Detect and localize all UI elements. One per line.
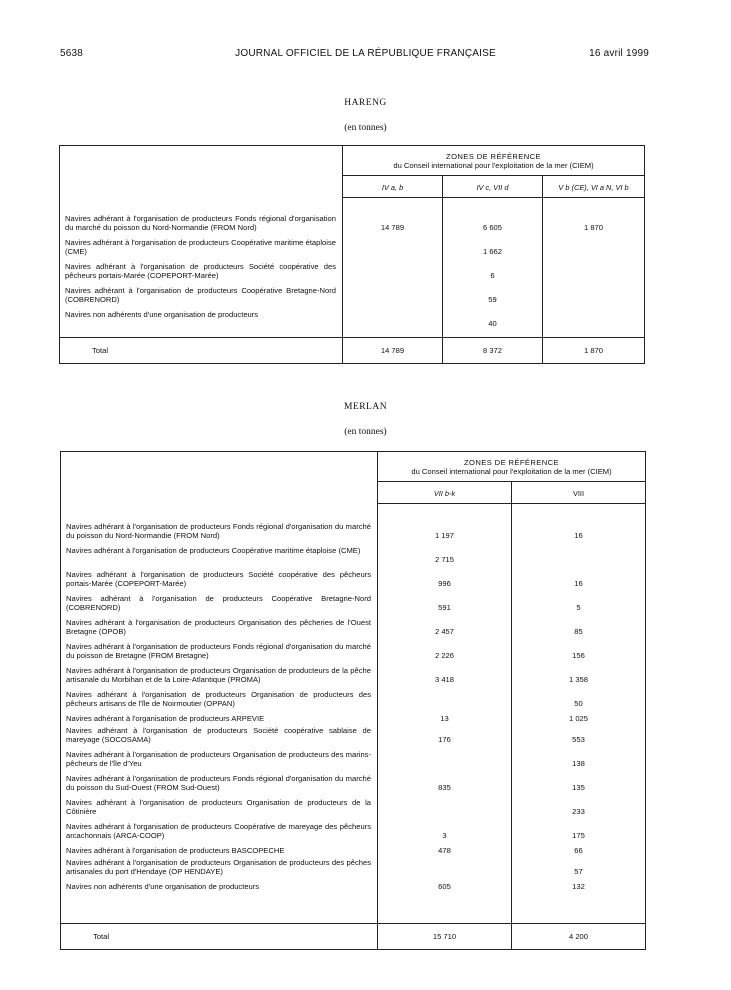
merlan-title: MERLAN bbox=[343, 402, 388, 412]
table-cell: 996 bbox=[438, 579, 451, 588]
table-cell: 1 025 bbox=[569, 714, 589, 723]
table-cell: 1 662 bbox=[482, 247, 502, 256]
table-cell: 16 bbox=[574, 579, 583, 588]
column-header: VIII bbox=[512, 482, 646, 504]
table-cell: 135 bbox=[572, 783, 585, 792]
table-cell bbox=[543, 271, 644, 295]
total-cell: 15 710 bbox=[432, 932, 457, 941]
table-row-label: Navires adhérant à l'organisation de producteurs Société coopérative des pêcheurs portais-Marée (COPEPORT-Marée) bbox=[65, 261, 336, 280]
column-header: IV c, VII d bbox=[443, 176, 543, 198]
table-row-label: Navires adhérant à l'organisation de producteurs Société coopérative des pêcheurs portais-Marée (COPEPORT-Marée) bbox=[66, 569, 371, 588]
table-row-label: Navires adhérant à l'organisation de producteurs BASCOPECHE bbox=[66, 845, 285, 855]
hareng-header-blank bbox=[60, 146, 343, 198]
table-cell bbox=[378, 807, 511, 831]
column-header: IV a, b bbox=[343, 176, 443, 198]
hareng-title: HARENG bbox=[344, 98, 387, 108]
total-cell: 14 789 bbox=[380, 346, 405, 355]
table-cell bbox=[543, 247, 644, 271]
hareng-unit: (en tonnes) bbox=[344, 123, 387, 133]
merlan-table bbox=[60, 451, 646, 950]
table-row-label: Navires adhérant à l'organisation de producteurs Fonds régional d'organisation du marché du poisson du Sud-Ouest (FROM Sud-Ouest) bbox=[66, 773, 371, 792]
table-cell bbox=[543, 295, 644, 319]
table-row-label: Navires adhérant à l'organisation de producteurs Organisation des pêcheries de l'Ouest Bretagne (OPOB) bbox=[66, 617, 371, 636]
table-row-label: Navires adhérant à l'organisation de producteurs Société coopérative sablaise de mareyage (SOCOSAMA) bbox=[66, 725, 371, 744]
zone-header-subtitle: du Conseil international pour l'exploitation de la mer (CIEM) bbox=[393, 161, 594, 170]
hareng-col2-values bbox=[443, 198, 543, 338]
table-cell: 2 457 bbox=[434, 627, 454, 636]
table-cell: 605 bbox=[438, 882, 451, 891]
hareng-zone-header bbox=[343, 146, 645, 176]
table-cell: 176 bbox=[438, 735, 451, 744]
table-cell: 2 226 bbox=[434, 651, 454, 660]
total-cell: 4 200 bbox=[569, 932, 589, 941]
table-cell bbox=[343, 319, 442, 331]
merlan-total-row bbox=[61, 924, 646, 950]
table-cell: 66 bbox=[574, 846, 583, 855]
zone-header-title: ZONES DE RÉFÉRENCE bbox=[446, 152, 541, 161]
table-cell: 50 bbox=[574, 699, 583, 708]
table-cell bbox=[543, 319, 644, 331]
table-row-label: Navires adhérant à l'organisation de producteurs Coopérative Bretagne-Nord (COBRENORD) bbox=[65, 285, 336, 304]
table-cell: 5 bbox=[576, 603, 581, 612]
table-cell: 6 605 bbox=[482, 223, 502, 232]
hareng-table bbox=[59, 145, 645, 364]
table-row-label: Navires adhérant à l'organisation de producteurs Organisation de producteurs de la pêche artisanale du Morbihan et de la Loire-Atlantique (PROMA) bbox=[66, 665, 371, 684]
table-cell: 175 bbox=[572, 831, 585, 840]
column-header: V b (CE), VI a N, VI b bbox=[543, 176, 645, 198]
table-cell bbox=[343, 295, 442, 319]
table-row-label: Navires adhérant à l'organisation de producteurs Fonds régional d'organisation du marché du poisson du Nord-Normandie (FROM Nord) bbox=[65, 213, 336, 232]
page-number: 5638 bbox=[60, 48, 84, 59]
table-row-label: Navires adhérant à l'organisation de producteurs ARPEVIE bbox=[66, 713, 265, 723]
table-cell: 553 bbox=[572, 735, 585, 744]
hareng-col3-values bbox=[543, 198, 645, 338]
table-row-label: Navires adhérant à l'organisation de producteurs Coopérative de mareyage des pêcheurs arcachonnais (ARCA-COOP) bbox=[66, 821, 371, 840]
journal-title: JOURNAL OFFICIEL DE LA RÉPUBLIQUE FRANÇAISE bbox=[235, 48, 496, 59]
merlan-unit: (en tonnes) bbox=[344, 427, 387, 437]
table-cell: 85 bbox=[574, 627, 583, 636]
table-row-label: Navires adhérant à l'organisation de producteurs Coopérative Bretagne-Nord (COBRENORD) bbox=[66, 593, 371, 612]
table-row-label: Navires adhérant à l'organisation de producteurs Fonds régional d'organisation du marché du poisson du Nord-Normandie (FROM Nord) bbox=[66, 521, 371, 540]
table-cell: 1 870 bbox=[584, 223, 604, 232]
table-cell: 14 789 bbox=[380, 223, 405, 232]
table-cell: 138 bbox=[572, 759, 585, 768]
table-cell bbox=[378, 759, 511, 783]
table-row-label: Navires adhérant à l'organisation de producteurs Organisation de producteurs des pêches artisanales du port d'Hendaye (OP HENDAYE) bbox=[66, 857, 371, 876]
table-row-label: Navires non adhérents d'une organisation de producteurs bbox=[65, 309, 259, 319]
table-cell: 40 bbox=[488, 319, 497, 328]
table-cell: 3 418 bbox=[434, 675, 454, 684]
table-cell: 13 bbox=[440, 714, 449, 723]
zone-header-subtitle: du Conseil international pour l'exploitation de la mer (CIEM) bbox=[411, 467, 612, 476]
total-label: Total bbox=[92, 346, 109, 355]
zone-header-title: ZONES DE RÉFÉRENCE bbox=[464, 458, 559, 467]
table-row-label: Navires non adhérents d'une organisation de producteurs bbox=[66, 881, 260, 891]
merlan-header-blank bbox=[61, 452, 378, 504]
table-row-label: Navires adhérant à l'organisation de producteurs Organisation de producteurs des marins-pêcheurs de l'île d'Yeu bbox=[66, 749, 371, 768]
hareng-labels-cell bbox=[60, 198, 343, 338]
table-row-label: Navires adhérant à l'organisation de producteurs Fonds régional d'organisation du marché du poisson de Bretagne (FROM Bretagne) bbox=[66, 641, 371, 660]
total-cell: 8 372 bbox=[482, 346, 502, 355]
table-cell: 1 358 bbox=[569, 675, 589, 684]
merlan-col1-values bbox=[378, 504, 512, 924]
merlan-zone-header bbox=[378, 452, 646, 482]
publication-date: 16 avril 1999 bbox=[589, 48, 649, 59]
table-cell: 132 bbox=[572, 882, 585, 891]
table-cell: 59 bbox=[488, 295, 497, 304]
table-cell: 3 bbox=[442, 831, 447, 840]
table-row-label: Navires adhérant à l'organisation de producteurs Coopérative maritime étaploise (CME) bbox=[65, 237, 336, 256]
table-cell: 1 197 bbox=[434, 531, 454, 540]
table-cell: 835 bbox=[438, 783, 451, 792]
table-cell: 2 715 bbox=[434, 555, 454, 564]
total-label: Total bbox=[93, 932, 110, 941]
merlan-col2-values bbox=[512, 504, 646, 924]
table-cell: 591 bbox=[438, 603, 451, 612]
column-header: VII b-k bbox=[378, 482, 512, 504]
table-cell bbox=[512, 555, 645, 579]
table-cell: 57 bbox=[574, 867, 583, 876]
table-cell: 233 bbox=[572, 807, 585, 816]
table-cell: 6 bbox=[490, 271, 495, 280]
table-row-label: Navires adhérant à l'organisation de producteurs Coopérative maritime étaploise (CME) bbox=[66, 545, 361, 555]
hareng-total-row bbox=[60, 338, 645, 364]
table-cell bbox=[343, 247, 442, 271]
table-cell: 478 bbox=[438, 846, 451, 855]
table-cell: 16 bbox=[574, 531, 583, 540]
table-cell bbox=[343, 271, 442, 295]
merlan-labels-cell bbox=[61, 504, 378, 924]
total-cell: 1 870 bbox=[584, 346, 604, 355]
table-cell: 156 bbox=[572, 651, 585, 660]
hareng-col1-values bbox=[343, 198, 443, 338]
table-row-label: Navires adhérant à l'organisation de producteurs Organisation de producteurs de la Côtinière bbox=[66, 797, 371, 816]
table-row-label: Navires adhérant à l'organisation de producteurs Organisation de producteurs des pêcheurs artisans de l'île de Noirmoutier (OPPAN) bbox=[66, 689, 371, 708]
